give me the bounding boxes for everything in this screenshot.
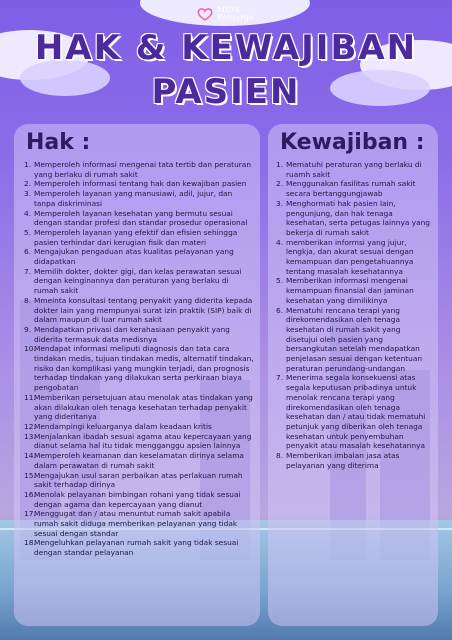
item-number: 7. <box>276 373 284 383</box>
list-item <box>276 199 432 238</box>
item-number: 8. <box>24 295 32 305</box>
item-number: 15. <box>24 470 36 480</box>
list-item <box>276 179 432 198</box>
item-number: 5. <box>24 227 32 237</box>
item-text: Menggugat dan / atau menuntut rumah sakit apabila rumah sakit diduga memberikan pelayanan yang tidak sesuai dengan standar <box>34 509 238 538</box>
item-number: 13. <box>24 431 36 441</box>
item-text: Memperoleh layanan yang efektif dan efisien sehingga pasien terhindar dari kerugian fisik dan materi <box>34 227 238 247</box>
list-item <box>24 344 254 393</box>
item-number: 12. <box>24 421 36 431</box>
item-number: 8. <box>276 451 284 461</box>
list-item <box>24 160 254 179</box>
list-item <box>276 276 432 305</box>
list-item <box>276 451 432 470</box>
list-item <box>24 509 254 538</box>
brand-logo <box>196 6 254 22</box>
item-number: 2. <box>24 179 32 189</box>
item-number: 5. <box>276 276 284 286</box>
item-text: Mendapatkan privasi dan kerahasiaan penyakit yang diderita termasuk data medisnya <box>34 324 230 344</box>
item-number: 3. <box>276 198 284 208</box>
list-item <box>24 296 254 325</box>
item-number: 3. <box>24 189 32 199</box>
hak-panel <box>14 124 260 626</box>
list-item <box>276 306 432 374</box>
list-item <box>24 247 254 266</box>
list-item <box>24 325 254 344</box>
list-item <box>24 189 254 208</box>
item-text: Memperoleh keamanan dan keselamatan dirinya selama dalam perawatan di rumah sakit <box>34 451 244 470</box>
list-item <box>24 422 254 432</box>
item-text: Mengeluhkan pelayanan rumah sakit yang tidak sesuai dengan standar pelayanan <box>34 538 239 558</box>
list-item <box>24 538 254 557</box>
item-text: Mmeinta konsultasi tentang penyakit yang diderita kepada dokter lain yang mempunyai surat izin praktik (SIP) baik di dalam maupun di luar rumah sakit <box>34 295 253 325</box>
item-number: 10. <box>24 344 36 354</box>
item-number: 14. <box>24 451 36 461</box>
item-text: Memilih dokter, dokter gigi, dan kelas perawatan sesuai dengan keinginannya dan peraturan yang berlaku di rumah sakit <box>34 266 242 296</box>
item-number: 6. <box>24 247 32 257</box>
brand-name-line2: Keluarga <box>217 13 254 22</box>
item-text: Memperoleh layanan kesehatan yang bermutu sesuai dengan standar profesi dan standar prosedur operasional <box>34 208 248 228</box>
item-text: Memberikan imbalan jasa atas pelayanan yang diterima <box>286 451 400 470</box>
item-text: Mendapat informasi meliputi diagnosis dan tata cara tindakan medis, tujuan tindakan medis, alternatif tindakan, risiko dan komplikasi yang mungkin terjadi, dan prognosis terhadap tindakan yang dilakukan serta perkiraan biaya pengobatan <box>34 344 254 393</box>
item-number: 11. <box>24 392 36 402</box>
item-number: 2. <box>276 179 284 189</box>
list-item <box>24 471 254 490</box>
kewajiban-heading: Kewajiban : <box>280 130 425 155</box>
list-item <box>24 432 254 451</box>
heart-logo-icon <box>196 7 214 21</box>
kewajiban-list <box>276 160 432 471</box>
item-text: Memperoleh informasi mengenai tata tertib dan peraturan yang berlaku di rumah sakit <box>34 160 251 179</box>
list-item <box>276 373 432 451</box>
list-item <box>24 179 254 189</box>
list-item <box>276 238 432 277</box>
page-title-line1: HAK & KEWAJIBAN <box>34 28 418 68</box>
list-item <box>24 209 254 228</box>
item-number: 9. <box>24 324 32 334</box>
item-number: 1. <box>24 160 32 169</box>
list-item <box>24 228 254 247</box>
item-text: Menerima segala konsekuensi atas segala keputusan pribadinya untuk menolak rencana terapi yang direkomendasikan oleh tenaga kesehatan dan / atau tidak mematuhi petunjuk yang diberikan oleh tenaga kesehatan untuk penyembuhan penyakit atau masalah kesehatannya <box>286 373 426 451</box>
hak-heading: Hak : <box>26 130 91 155</box>
item-text: Memberikan informasi mengenai kemampuan finansial dan jaminan kesehatan yang dimilikinya <box>286 276 414 305</box>
item-number: 6. <box>276 305 284 315</box>
item-text: Menggunakan fasilitas rumah sakit secara bertanggungjawab <box>286 179 416 199</box>
item-text: memberikan informsi yang jujur, lengkja, dan akurat sesuai dengan kemampuan dan pengetahuannya tentang masalah kesehatannya <box>286 237 414 276</box>
kewajiban-panel <box>268 124 438 626</box>
list-item <box>276 160 432 179</box>
page-title-line2: PASIEN <box>151 72 301 112</box>
item-text: Mendampingi keluarganya dalam keadaan kritis <box>34 421 212 431</box>
item-number: 7. <box>24 266 32 276</box>
item-text: Mematuhi rencana terapi yang direkomendasikan oleh tenaga kesehatan di rumah sakit yang disetujui oleh pasien yang bersangkutan setelah mendapatkan penjelasan sesuai dengan ketentuan peraturan perundang-undangan <box>286 305 423 373</box>
item-number: 4. <box>24 208 32 218</box>
list-item <box>24 490 254 509</box>
item-text: Menolak pelayanan bimbingan rohani yang tidak sesuai dengan agama dan kepercayaan yang dianut <box>34 489 241 509</box>
item-text: Mengajukan pengaduan atas kualitas pelayanan yang didapatkan <box>34 247 234 267</box>
list-item <box>24 393 254 422</box>
item-text: Menghormati hak pasien lain, pengunjung, dan hak tenaga kesehatan, serta petugas lainnya yang bekerja di rumah sakit <box>286 198 430 237</box>
item-number: 17. <box>24 509 36 519</box>
item-number: 18. <box>24 538 36 548</box>
item-text: Memberikan persetujuan atau menolak atas tindakan yang akan dilakukan oleh tenaga kesehatan terhadap penyakit yang dideritanya <box>34 392 253 422</box>
list-item <box>24 451 254 470</box>
hak-list <box>24 160 254 558</box>
item-text: Mematuhi peraturan yang berlaku di ruamh sakit <box>286 160 422 179</box>
item-text: Mengajukan usul saran perbaikan atas perlakuan rumah sakit terhadap dirinya <box>34 470 243 490</box>
item-text: Memperoleh informasi tentang hak dan kewajiban pasien <box>34 179 247 189</box>
item-number: 4. <box>276 237 284 247</box>
item-text: Memperoleh layanan yang manusiawi, adil, jujur, dan tanpa diskriminasi <box>34 189 233 208</box>
item-text: Menjalankan ibadah sesuai agama atau kepercayaan yang dianut selama hal itu tidak mengganggu apsien lainnya <box>34 431 252 451</box>
brand-name-line1: Mitra <box>217 5 240 14</box>
list-item <box>24 267 254 296</box>
item-number: 1. <box>276 160 284 169</box>
item-number: 16. <box>24 489 36 499</box>
